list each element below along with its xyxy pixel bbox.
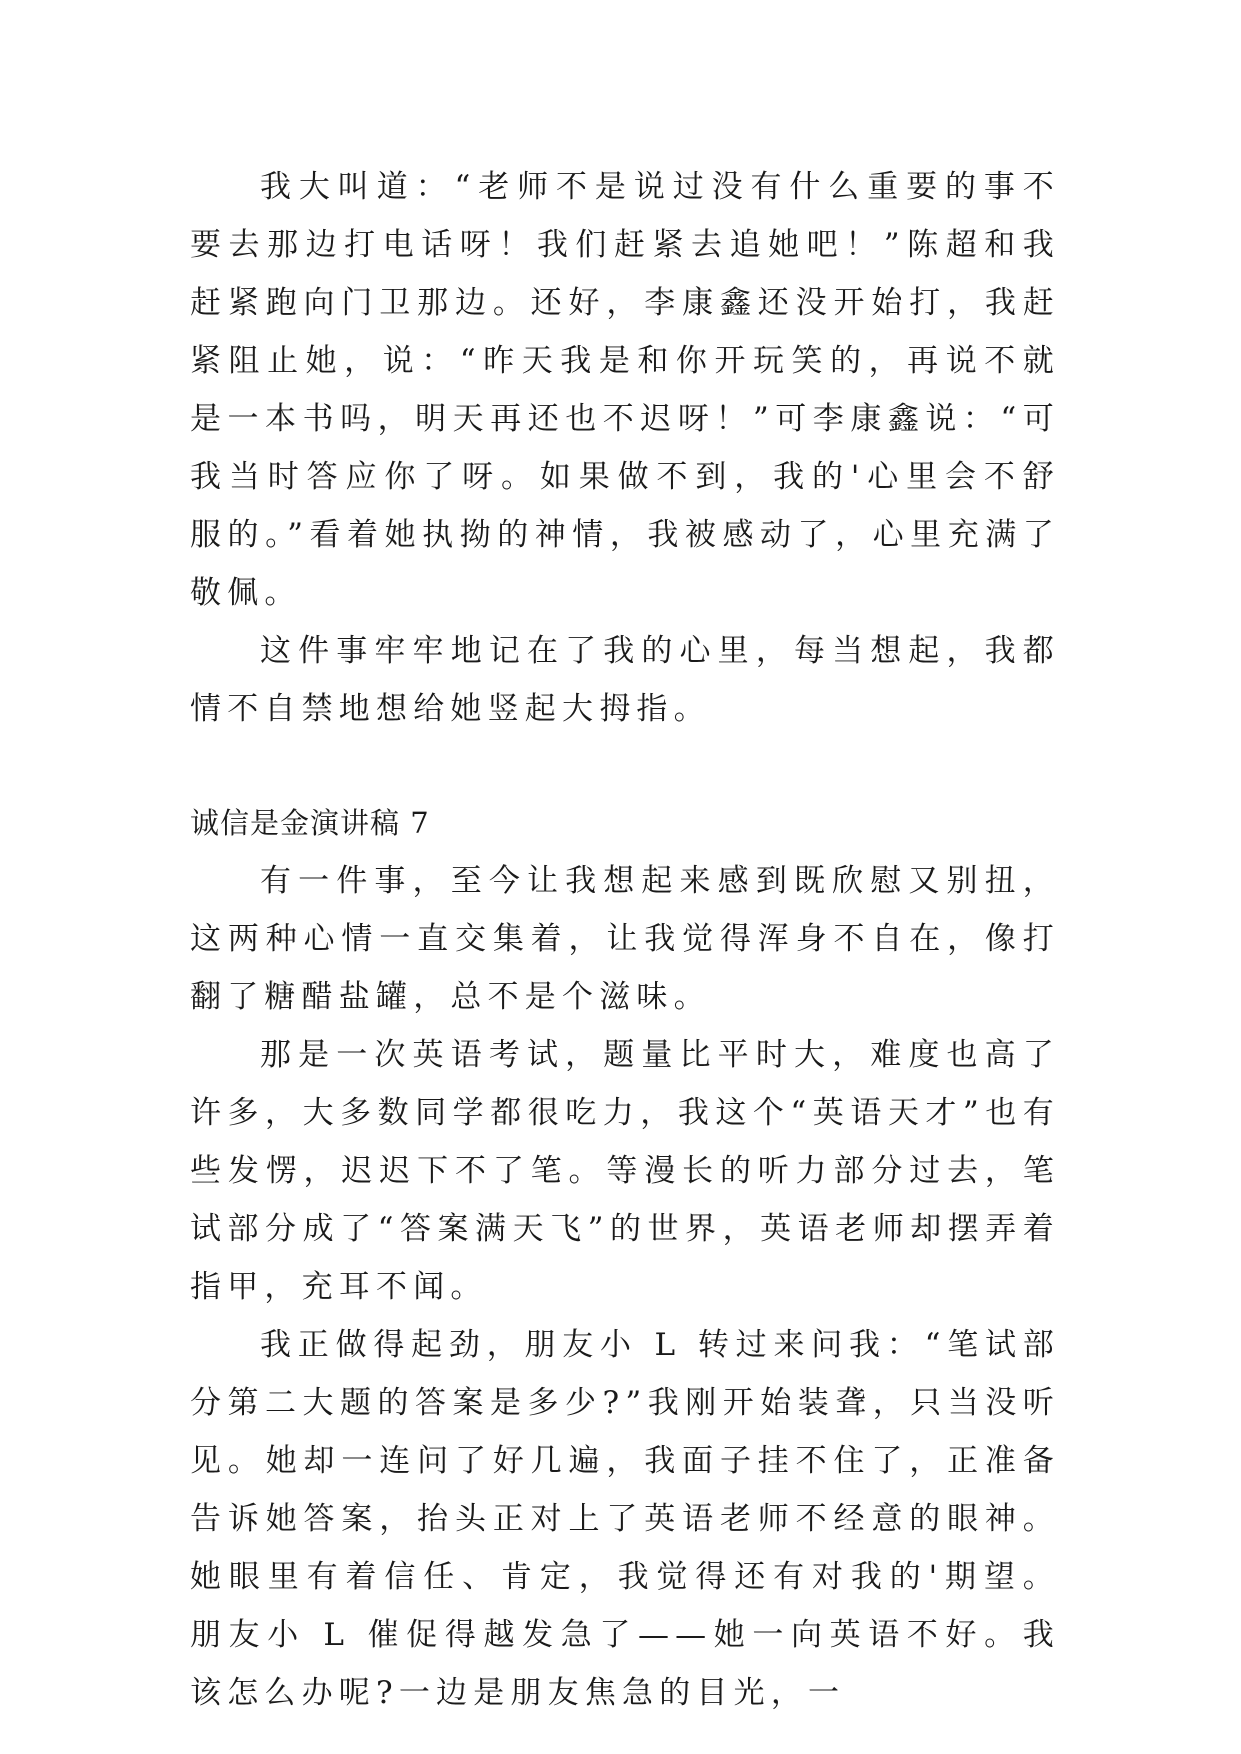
- paragraph: 有一件事，至今让我想起来感到既欣慰又别扭，这两种心情一直交集着，让我觉得浑身不自在，像打翻了糖醋盐罐，总不是个滋味。: [190, 863, 1060, 1015]
- paragraph: 这件事牢牢地记在了我的心里，每当想起，我都情不自禁地想给她竖起大拇指。: [190, 633, 1060, 727]
- paragraph: 那是一次英语考试，题量比平时大，难度也高了许多，大多数同学都很吃力，我这个“英语天才”也有些发愣，迟迟下不了笔。等漫长的听力部分过去，笔试部分成了“答案满天飞”的世界，英语老师却摆弄着指甲，充耳不闻。: [190, 1037, 1060, 1305]
- paragraph: 我大叫道：“老师不是说过没有什么重要的事不要去那边打电话呀！我们赶紧去追她吧！”陈超和我赶紧跑向门卫那边。还好，李康鑫还没开始打，我赶紧阻止她，说：“昨天我是和你开玩笑的，再说不就是一本书吗，明天再还也不迟呀！”可李康鑫说：“可我当时答应你了呀。如果做不到，我的'心里会不舒服的。”看着她执拗的神情，我被感动了，心里充满了敬佩。: [190, 169, 1060, 611]
- document-page: [190, 158, 1060, 1722]
- paragraph: 我正做得起劲，朋友小 L 转过来问我：“笔试部分第二大题的答案是多少?”我刚开始装聋，只当没听见。她却一连问了好几遍，我面子挂不住了，正准备告诉她答案，抬头正对上了英语老师不经意的眼神。她眼里有着信任、肯定，我觉得还有对我的'期望。朋友小 L 催促得越发急了——她一向英语不好。我该怎么办呢?一边是朋友焦急的目光，一: [190, 1327, 1060, 1711]
- section-title: 诚信是金演讲稿 7: [190, 806, 430, 840]
